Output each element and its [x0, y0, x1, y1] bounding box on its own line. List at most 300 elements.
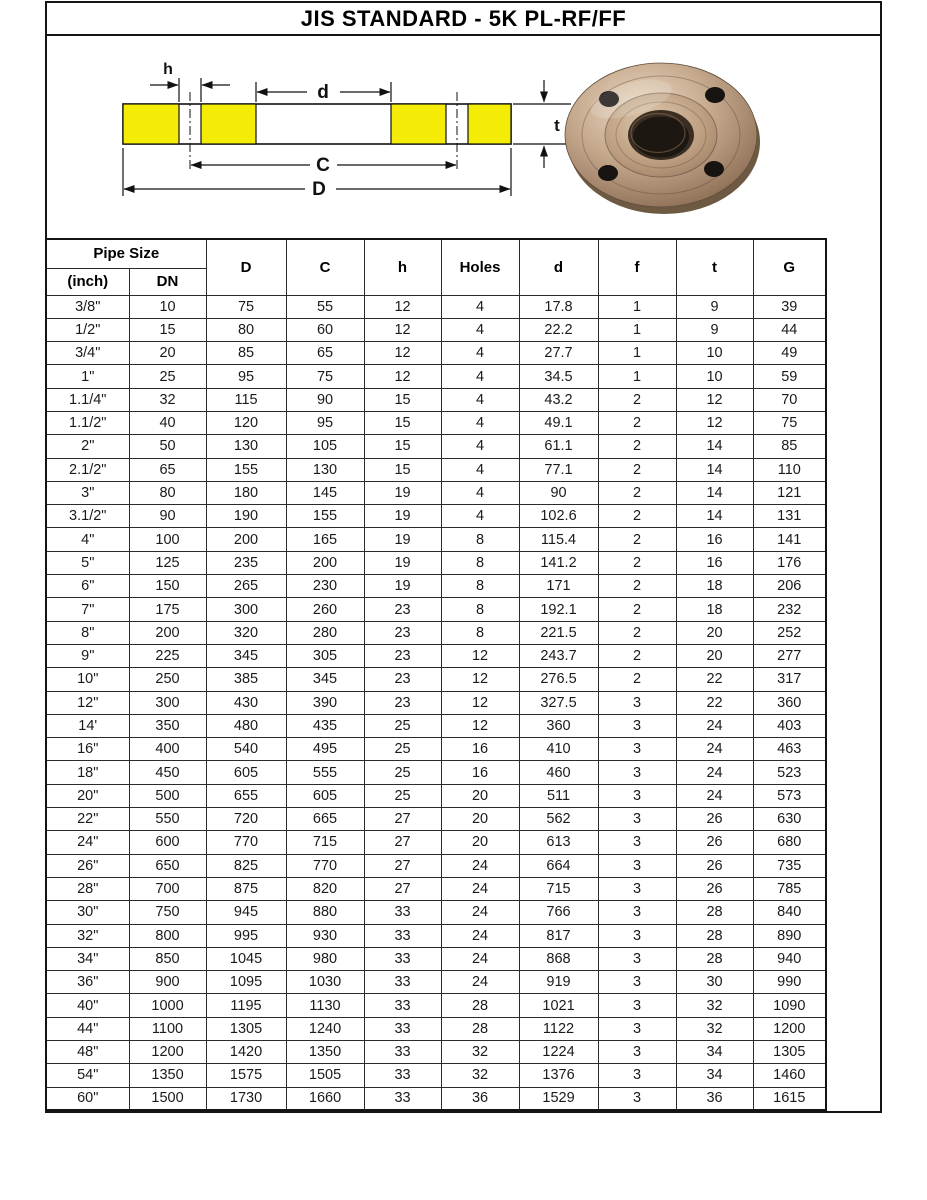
cell-inch: 3"	[46, 481, 129, 504]
cell-inch: 30"	[46, 901, 129, 924]
cell-t: 10	[676, 365, 753, 388]
table-row	[46, 318, 826, 341]
table-row	[46, 691, 826, 714]
cell-h: 12	[364, 342, 441, 365]
table-row	[46, 1087, 826, 1110]
cell-D: 1730	[206, 1087, 286, 1110]
cell-f: 3	[598, 947, 676, 970]
cell-h: 15	[364, 388, 441, 411]
table-row	[46, 901, 826, 924]
cell-inch: 1/2"	[46, 318, 129, 341]
cell-holes: 12	[441, 644, 519, 667]
cell-h: 27	[364, 831, 441, 854]
cell-D: 200	[206, 528, 286, 551]
cell-D: 540	[206, 738, 286, 761]
cell-inch: 40"	[46, 994, 129, 1017]
header-col-C: C	[286, 239, 364, 295]
cell-d: 460	[519, 761, 598, 784]
cell-holes: 28	[441, 994, 519, 1017]
cell-holes: 12	[441, 691, 519, 714]
cell-d: 27.7	[519, 342, 598, 365]
cell-h: 19	[364, 575, 441, 598]
cell-G: 785	[753, 877, 826, 900]
cell-dn: 700	[129, 877, 206, 900]
cell-inch: 4"	[46, 528, 129, 551]
cell-inch: 28"	[46, 877, 129, 900]
cell-dn: 450	[129, 761, 206, 784]
cell-D: 995	[206, 924, 286, 947]
cell-inch: 2"	[46, 435, 129, 458]
cell-d: 22.2	[519, 318, 598, 341]
cell-h: 33	[364, 1087, 441, 1110]
cell-holes: 8	[441, 551, 519, 574]
cell-dn: 125	[129, 551, 206, 574]
cell-h: 33	[364, 1041, 441, 1064]
cell-inch: 7"	[46, 598, 129, 621]
cell-h: 33	[364, 1064, 441, 1087]
cell-D: 155	[206, 458, 286, 481]
cell-h: 25	[364, 761, 441, 784]
cell-holes: 4	[441, 365, 519, 388]
cell-holes: 4	[441, 388, 519, 411]
header-col-holes: Holes	[441, 239, 519, 295]
cell-C: 495	[286, 738, 364, 761]
cell-inch: 10"	[46, 668, 129, 691]
cell-h: 12	[364, 365, 441, 388]
header-dn: DN	[129, 268, 206, 295]
cell-d: 49.1	[519, 411, 598, 434]
flange-cross-section-schematic	[123, 61, 571, 200]
table-row	[46, 575, 826, 598]
cell-f: 3	[598, 971, 676, 994]
cell-f: 1	[598, 295, 676, 318]
table-header-row-1	[46, 239, 826, 268]
cell-dn: 500	[129, 784, 206, 807]
cell-h: 25	[364, 714, 441, 737]
cell-holes: 24	[441, 947, 519, 970]
table-row	[46, 761, 826, 784]
cell-D: 120	[206, 411, 286, 434]
cell-C: 665	[286, 808, 364, 831]
table-row	[46, 388, 826, 411]
cell-dn: 900	[129, 971, 206, 994]
cell-inch: 26"	[46, 854, 129, 877]
flange-section-highlight	[391, 104, 446, 144]
cell-D: 1095	[206, 971, 286, 994]
cell-holes: 24	[441, 971, 519, 994]
cell-G: 70	[753, 388, 826, 411]
cell-D: 875	[206, 877, 286, 900]
table-row	[46, 994, 826, 1017]
cell-t: 18	[676, 598, 753, 621]
cell-t: 14	[676, 505, 753, 528]
cell-d: 511	[519, 784, 598, 807]
cell-inch: 22"	[46, 808, 129, 831]
cell-d: 360	[519, 714, 598, 737]
flange-section-highlight	[468, 104, 511, 144]
cell-dn: 1350	[129, 1064, 206, 1087]
dimension-label-h: h	[163, 61, 173, 78]
cell-d: 192.1	[519, 598, 598, 621]
flange-photo	[565, 63, 760, 214]
drawing-section	[47, 36, 880, 238]
cell-d: 562	[519, 808, 598, 831]
cell-D: 655	[206, 784, 286, 807]
cell-G: 1460	[753, 1064, 826, 1087]
table-row	[46, 342, 826, 365]
cell-C: 555	[286, 761, 364, 784]
cell-t: 24	[676, 738, 753, 761]
cell-inch: 36"	[46, 971, 129, 994]
table-row	[46, 551, 826, 574]
cell-G: 75	[753, 411, 826, 434]
header-col-t: t	[676, 239, 753, 295]
cell-t: 9	[676, 295, 753, 318]
cell-dn: 300	[129, 691, 206, 714]
cell-D: 825	[206, 854, 286, 877]
cell-G: 573	[753, 784, 826, 807]
cell-G: 141	[753, 528, 826, 551]
cell-h: 23	[364, 644, 441, 667]
header-col-D: D	[206, 239, 286, 295]
cell-C: 65	[286, 342, 364, 365]
cell-d: 43.2	[519, 388, 598, 411]
header-col-d: d	[519, 239, 598, 295]
cell-holes: 4	[441, 411, 519, 434]
cell-d: 1529	[519, 1087, 598, 1110]
cell-t: 16	[676, 528, 753, 551]
cell-d: 61.1	[519, 435, 598, 458]
cell-dn: 90	[129, 505, 206, 528]
cell-dn: 80	[129, 481, 206, 504]
cell-d: 817	[519, 924, 598, 947]
table-row	[46, 528, 826, 551]
cell-d: 766	[519, 901, 598, 924]
cell-d: 77.1	[519, 458, 598, 481]
cell-G: 44	[753, 318, 826, 341]
cell-d: 276.5	[519, 668, 598, 691]
cell-d: 327.5	[519, 691, 598, 714]
cell-holes: 32	[441, 1041, 519, 1064]
cell-C: 105	[286, 435, 364, 458]
table-row	[46, 877, 826, 900]
cell-holes: 4	[441, 458, 519, 481]
cell-inch: 5"	[46, 551, 129, 574]
cell-D: 95	[206, 365, 286, 388]
cell-t: 28	[676, 947, 753, 970]
cell-C: 260	[286, 598, 364, 621]
cell-f: 3	[598, 1064, 676, 1087]
cell-C: 1660	[286, 1087, 364, 1110]
cell-C: 155	[286, 505, 364, 528]
cell-d: 1224	[519, 1041, 598, 1064]
cell-D: 1045	[206, 947, 286, 970]
cell-d: 243.7	[519, 644, 598, 667]
cell-G: 232	[753, 598, 826, 621]
cell-h: 23	[364, 621, 441, 644]
cell-t: 22	[676, 691, 753, 714]
cell-holes: 24	[441, 924, 519, 947]
cell-holes: 4	[441, 481, 519, 504]
cell-inch: 8"	[46, 621, 129, 644]
cell-dn: 600	[129, 831, 206, 854]
cell-h: 19	[364, 505, 441, 528]
cell-dn: 50	[129, 435, 206, 458]
table-row	[46, 435, 826, 458]
flange-drawing	[47, 36, 880, 238]
page-title: JIS STANDARD - 5K PL-RF/FF	[47, 3, 880, 36]
cell-G: 1615	[753, 1087, 826, 1110]
cell-D: 480	[206, 714, 286, 737]
cell-G: 121	[753, 481, 826, 504]
cell-dn: 1000	[129, 994, 206, 1017]
cell-G: 85	[753, 435, 826, 458]
cell-d: 171	[519, 575, 598, 598]
cell-t: 30	[676, 971, 753, 994]
header-col-h: h	[364, 239, 441, 295]
cell-holes: 4	[441, 318, 519, 341]
cell-dn: 400	[129, 738, 206, 761]
cell-t: 9	[676, 318, 753, 341]
cell-holes: 8	[441, 528, 519, 551]
cell-f: 3	[598, 738, 676, 761]
cell-D: 300	[206, 598, 286, 621]
table-row	[46, 924, 826, 947]
cell-h: 33	[364, 901, 441, 924]
dimension-label-d: d	[317, 82, 329, 103]
cell-t: 26	[676, 877, 753, 900]
cell-t: 26	[676, 854, 753, 877]
cell-d: 664	[519, 854, 598, 877]
table-row	[46, 644, 826, 667]
table-row	[46, 411, 826, 434]
cell-inch: 12"	[46, 691, 129, 714]
cell-G: 890	[753, 924, 826, 947]
cell-holes: 24	[441, 854, 519, 877]
document-frame	[45, 1, 882, 1113]
cell-G: 360	[753, 691, 826, 714]
cell-h: 25	[364, 784, 441, 807]
cell-t: 26	[676, 808, 753, 831]
cell-holes: 16	[441, 761, 519, 784]
cell-inch: 18"	[46, 761, 129, 784]
cell-f: 3	[598, 808, 676, 831]
cell-holes: 4	[441, 295, 519, 318]
cell-f: 3	[598, 854, 676, 877]
cell-h: 12	[364, 318, 441, 341]
cell-h: 23	[364, 598, 441, 621]
cell-G: 523	[753, 761, 826, 784]
cell-f: 2	[598, 621, 676, 644]
cell-C: 880	[286, 901, 364, 924]
cell-G: 252	[753, 621, 826, 644]
cell-inch: 1.1/2"	[46, 411, 129, 434]
cell-f: 3	[598, 691, 676, 714]
cell-f: 3	[598, 1017, 676, 1040]
table-row	[46, 621, 826, 644]
cell-f: 2	[598, 411, 676, 434]
cell-G: 735	[753, 854, 826, 877]
table-row	[46, 1064, 826, 1087]
table-row	[46, 1041, 826, 1064]
cell-t: 16	[676, 551, 753, 574]
cell-holes: 24	[441, 877, 519, 900]
cell-t: 36	[676, 1087, 753, 1110]
table-body	[46, 295, 826, 1110]
cell-f: 3	[598, 994, 676, 1017]
cell-dn: 650	[129, 854, 206, 877]
cell-D: 265	[206, 575, 286, 598]
cell-inch: 9"	[46, 644, 129, 667]
cell-f: 1	[598, 342, 676, 365]
cell-dn: 1200	[129, 1041, 206, 1064]
cell-C: 145	[286, 481, 364, 504]
header-inch: (inch)	[46, 268, 129, 295]
cell-f: 3	[598, 761, 676, 784]
cell-D: 1195	[206, 994, 286, 1017]
cell-dn: 40	[129, 411, 206, 434]
cell-h: 15	[364, 435, 441, 458]
cell-dn: 65	[129, 458, 206, 481]
cell-D: 130	[206, 435, 286, 458]
cell-D: 75	[206, 295, 286, 318]
cell-G: 39	[753, 295, 826, 318]
cell-f: 3	[598, 1041, 676, 1064]
cell-D: 945	[206, 901, 286, 924]
cell-f: 2	[598, 575, 676, 598]
cell-h: 33	[364, 971, 441, 994]
cell-t: 20	[676, 644, 753, 667]
cell-D: 80	[206, 318, 286, 341]
cell-C: 230	[286, 575, 364, 598]
cell-f: 2	[598, 388, 676, 411]
cell-f: 2	[598, 551, 676, 574]
cell-G: 49	[753, 342, 826, 365]
cell-D: 85	[206, 342, 286, 365]
cell-d: 715	[519, 877, 598, 900]
cell-inch: 48"	[46, 1041, 129, 1064]
cell-t: 26	[676, 831, 753, 854]
cell-holes: 12	[441, 714, 519, 737]
cell-dn: 350	[129, 714, 206, 737]
cell-d: 34.5	[519, 365, 598, 388]
table-row	[46, 947, 826, 970]
cell-dn: 1500	[129, 1087, 206, 1110]
cell-h: 19	[364, 551, 441, 574]
cell-G: 176	[753, 551, 826, 574]
cell-G: 1090	[753, 994, 826, 1017]
cell-C: 305	[286, 644, 364, 667]
cell-inch: 3/8"	[46, 295, 129, 318]
cell-G: 680	[753, 831, 826, 854]
header-col-f: f	[598, 239, 676, 295]
cell-C: 930	[286, 924, 364, 947]
cell-d: 1021	[519, 994, 598, 1017]
cell-h: 23	[364, 668, 441, 691]
cell-h: 19	[364, 528, 441, 551]
flange-section-highlight	[123, 104, 179, 144]
cell-inch: 1"	[46, 365, 129, 388]
cell-holes: 28	[441, 1017, 519, 1040]
cell-d: 868	[519, 947, 598, 970]
table-row	[46, 295, 826, 318]
cell-C: 60	[286, 318, 364, 341]
cell-inch: 34"	[46, 947, 129, 970]
cell-holes: 20	[441, 831, 519, 854]
cell-holes: 4	[441, 505, 519, 528]
cell-inch: 16"	[46, 738, 129, 761]
cell-dn: 750	[129, 901, 206, 924]
cell-dn: 175	[129, 598, 206, 621]
cell-holes: 24	[441, 901, 519, 924]
cell-h: 33	[364, 994, 441, 1017]
cell-inch: 3.1/2"	[46, 505, 129, 528]
cell-h: 33	[364, 924, 441, 947]
cell-inch: 3/4"	[46, 342, 129, 365]
cell-D: 1305	[206, 1017, 286, 1040]
cell-t: 24	[676, 761, 753, 784]
cell-h: 27	[364, 877, 441, 900]
cell-C: 1350	[286, 1041, 364, 1064]
cell-D: 430	[206, 691, 286, 714]
cell-dn: 32	[129, 388, 206, 411]
cell-h: 12	[364, 295, 441, 318]
cell-G: 317	[753, 668, 826, 691]
table-row	[46, 598, 826, 621]
cell-dn: 250	[129, 668, 206, 691]
cell-h: 19	[364, 481, 441, 504]
cell-dn: 1100	[129, 1017, 206, 1040]
cell-G: 277	[753, 644, 826, 667]
cell-f: 3	[598, 877, 676, 900]
cell-t: 34	[676, 1041, 753, 1064]
cell-D: 1575	[206, 1064, 286, 1087]
cell-dn: 225	[129, 644, 206, 667]
cell-t: 28	[676, 901, 753, 924]
table-row	[46, 1017, 826, 1040]
cell-inch: 54"	[46, 1064, 129, 1087]
cell-D: 720	[206, 808, 286, 831]
cell-t: 10	[676, 342, 753, 365]
cell-inch: 6"	[46, 575, 129, 598]
cell-h: 27	[364, 854, 441, 877]
cell-inch: 60"	[46, 1087, 129, 1110]
table-row	[46, 481, 826, 504]
cell-dn: 25	[129, 365, 206, 388]
cell-h: 15	[364, 411, 441, 434]
cell-G: 403	[753, 714, 826, 737]
table-row	[46, 808, 826, 831]
table-row	[46, 505, 826, 528]
cell-holes: 16	[441, 738, 519, 761]
cell-h: 23	[364, 691, 441, 714]
cell-t: 12	[676, 388, 753, 411]
cell-D: 180	[206, 481, 286, 504]
cell-G: 840	[753, 901, 826, 924]
cell-C: 390	[286, 691, 364, 714]
cell-f: 2	[598, 481, 676, 504]
cell-d: 141.2	[519, 551, 598, 574]
cell-C: 980	[286, 947, 364, 970]
cell-f: 1	[598, 318, 676, 341]
table-row	[46, 971, 826, 994]
cell-dn: 15	[129, 318, 206, 341]
cell-holes: 20	[441, 784, 519, 807]
cell-h: 25	[364, 738, 441, 761]
cell-D: 235	[206, 551, 286, 574]
cell-C: 55	[286, 295, 364, 318]
dimension-label-D: D	[312, 179, 326, 200]
